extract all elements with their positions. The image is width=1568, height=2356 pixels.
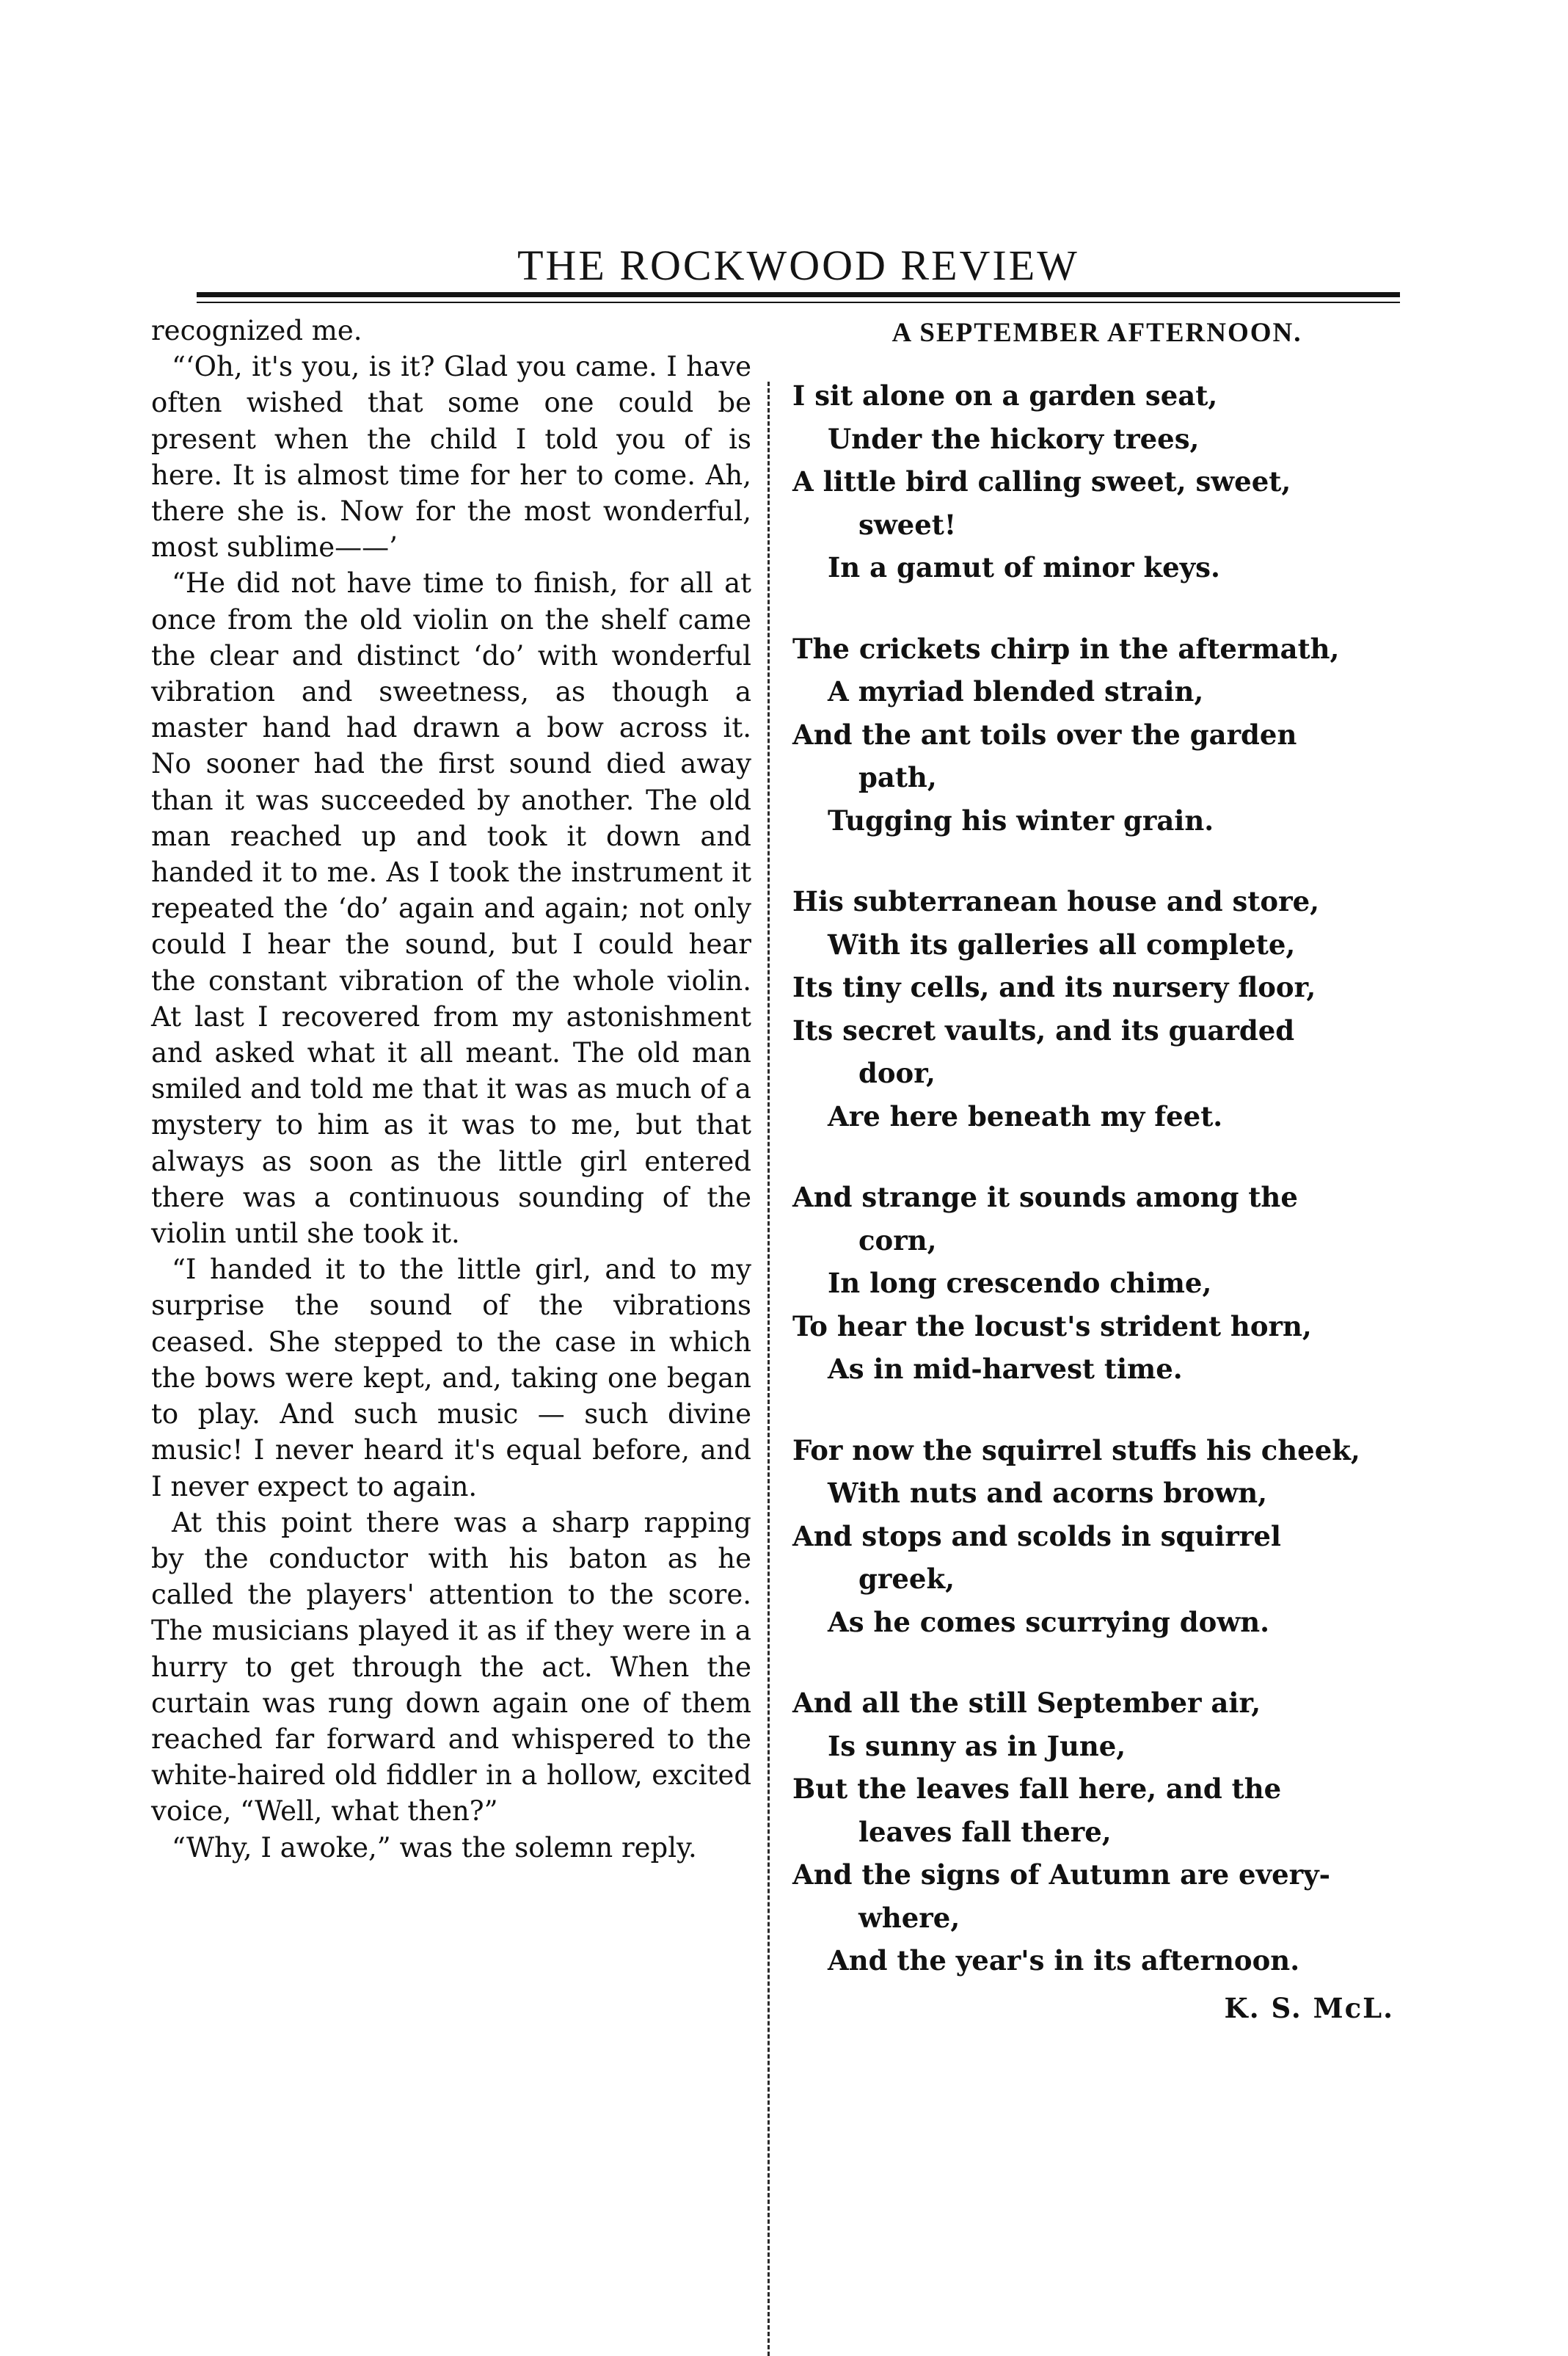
poem-line: And the signs of Autumn are every- [792,1858,1330,1891]
story-paragraph: At this point there was a sharp rapping by the conductor with his baton as he called the players' attention to the score. The musicians played it as if they were in a hurry to get through the act. When the curtain was rung down again one of them reached far forward and whispered to the white-haired old fiddler in a hollow, excited voice, “Well, what then?” [151,1506,751,1828]
poem-line: And all the still September air, [792,1687,1261,1719]
poem-title: A SEPTEMBER AFTERNOON. [891,318,1302,348]
poem-line: Its secret vaults, and its guarded [792,1014,1295,1047]
poem-line: corn, [858,1224,937,1257]
story-paragraph: “‘Oh, it's you, is it? Glad you came. I have often wished that some one could be present when the child I told you of is here. It is almost time for her to come. Ah, there she is. Now for the most wonderful, most sublime——’ [151,351,751,564]
page-title: THE ROCKWOOD REVIEW [517,241,1079,289]
poem-line: Is sunny as in June, [828,1729,1126,1762]
story-paragraph: “He did not have time to finish, for all at once from the old violin on the shelf came the clear and distinct ‘do’ with wonderful vibration and sweetness, as though a master hand had drawn a bow across it. No sooner had the first sound died away than it was succeeded by another. The old man reached up and took it down and handed it to me. As I took the instrument it repeated the ‘do’ again and again; not only could I hear the sound, but I could hear the constant vibration of the whole violin. At last I recovered from my astonishment and asked what it all meant. The old man smiled and told me that it was as much of a mystery to him as it was to me, but that always as soon as the little girl entered there was a continuous sounding of the violin until she took it. [151,567,751,1250]
poem-line: To hear the locust's strident horn, [792,1309,1312,1342]
poem-line: And the ant toils over the garden [792,718,1297,751]
poem-line: greek, [858,1563,955,1595]
column-divider [767,382,770,2356]
poem-line: With nuts and acorns brown, [828,1477,1268,1509]
page-header [197,241,1400,290]
poem-line: And the year's in its afternoon. [828,1944,1300,1977]
header-rule-thin [197,302,1400,303]
poem-line: A little bird calling sweet, sweet, [792,465,1291,498]
poem-line: In a gamut of minor keys. [828,551,1220,583]
poem-stanza [792,880,1401,1138]
story-paragraph: “I handed it to the little girl, and to my surprise the sound of the vibrations ceased. She stepped to the case in which the bows were kept, and, taking one began to play. And such music — such divine music! I never heard it's equal before, and I never expect to again. [151,1254,751,1502]
poem-line: As in mid-harvest time. [828,1353,1183,1385]
poem-line: With its galleries all complete, [828,928,1296,961]
story-paragraph: “Why, I awoke,” was the solemn reply. [172,1831,697,1864]
poem-signature: K. S. McL. [1224,1991,1394,2024]
poem-stanza [792,1176,1401,1391]
poem-stanza [792,1429,1401,1644]
poem-line: door, [858,1057,936,1089]
poem-line: As he comes scurrying down. [828,1605,1269,1638]
poem-line: A myriad blended strain, [828,675,1204,708]
poem-line: Under the hickory trees, [828,422,1200,455]
poem-line: leaves fall there, [858,1815,1112,1848]
poem-line: His subterranean house and store, [792,885,1319,917]
poem-line: For now the squirrel stuffs his cheek, [792,1433,1360,1466]
poem-column [792,313,1401,2029]
header-rule-thick [197,292,1400,297]
poem-line: path, [858,761,937,793]
poem-line: But the leaves fall here, and the [792,1773,1282,1805]
poem-line: where, [858,1901,960,1934]
poem-line: In long crescendo chime, [828,1267,1212,1299]
poem-stanza [792,1681,1401,1982]
poem-line: sweet! [858,508,957,541]
poem-stanza [792,374,1401,589]
poem-line: I sit alone on a garden seat, [792,379,1218,412]
story-column [151,313,751,1866]
poem-line: The crickets chirp in the aftermath, [792,632,1340,665]
poem-line: And strange it sounds among the [792,1181,1298,1213]
poem-line: Its tiny cells, and its nursery floor, [792,971,1316,1003]
story-paragraph: recognized me. [151,315,362,346]
poem-line: And stops and scolds in squirrel [792,1519,1281,1552]
poem-line: Are here beneath my feet. [828,1099,1223,1132]
poem-line: Tugging his winter grain. [828,804,1214,837]
poem-stanza [792,628,1401,843]
